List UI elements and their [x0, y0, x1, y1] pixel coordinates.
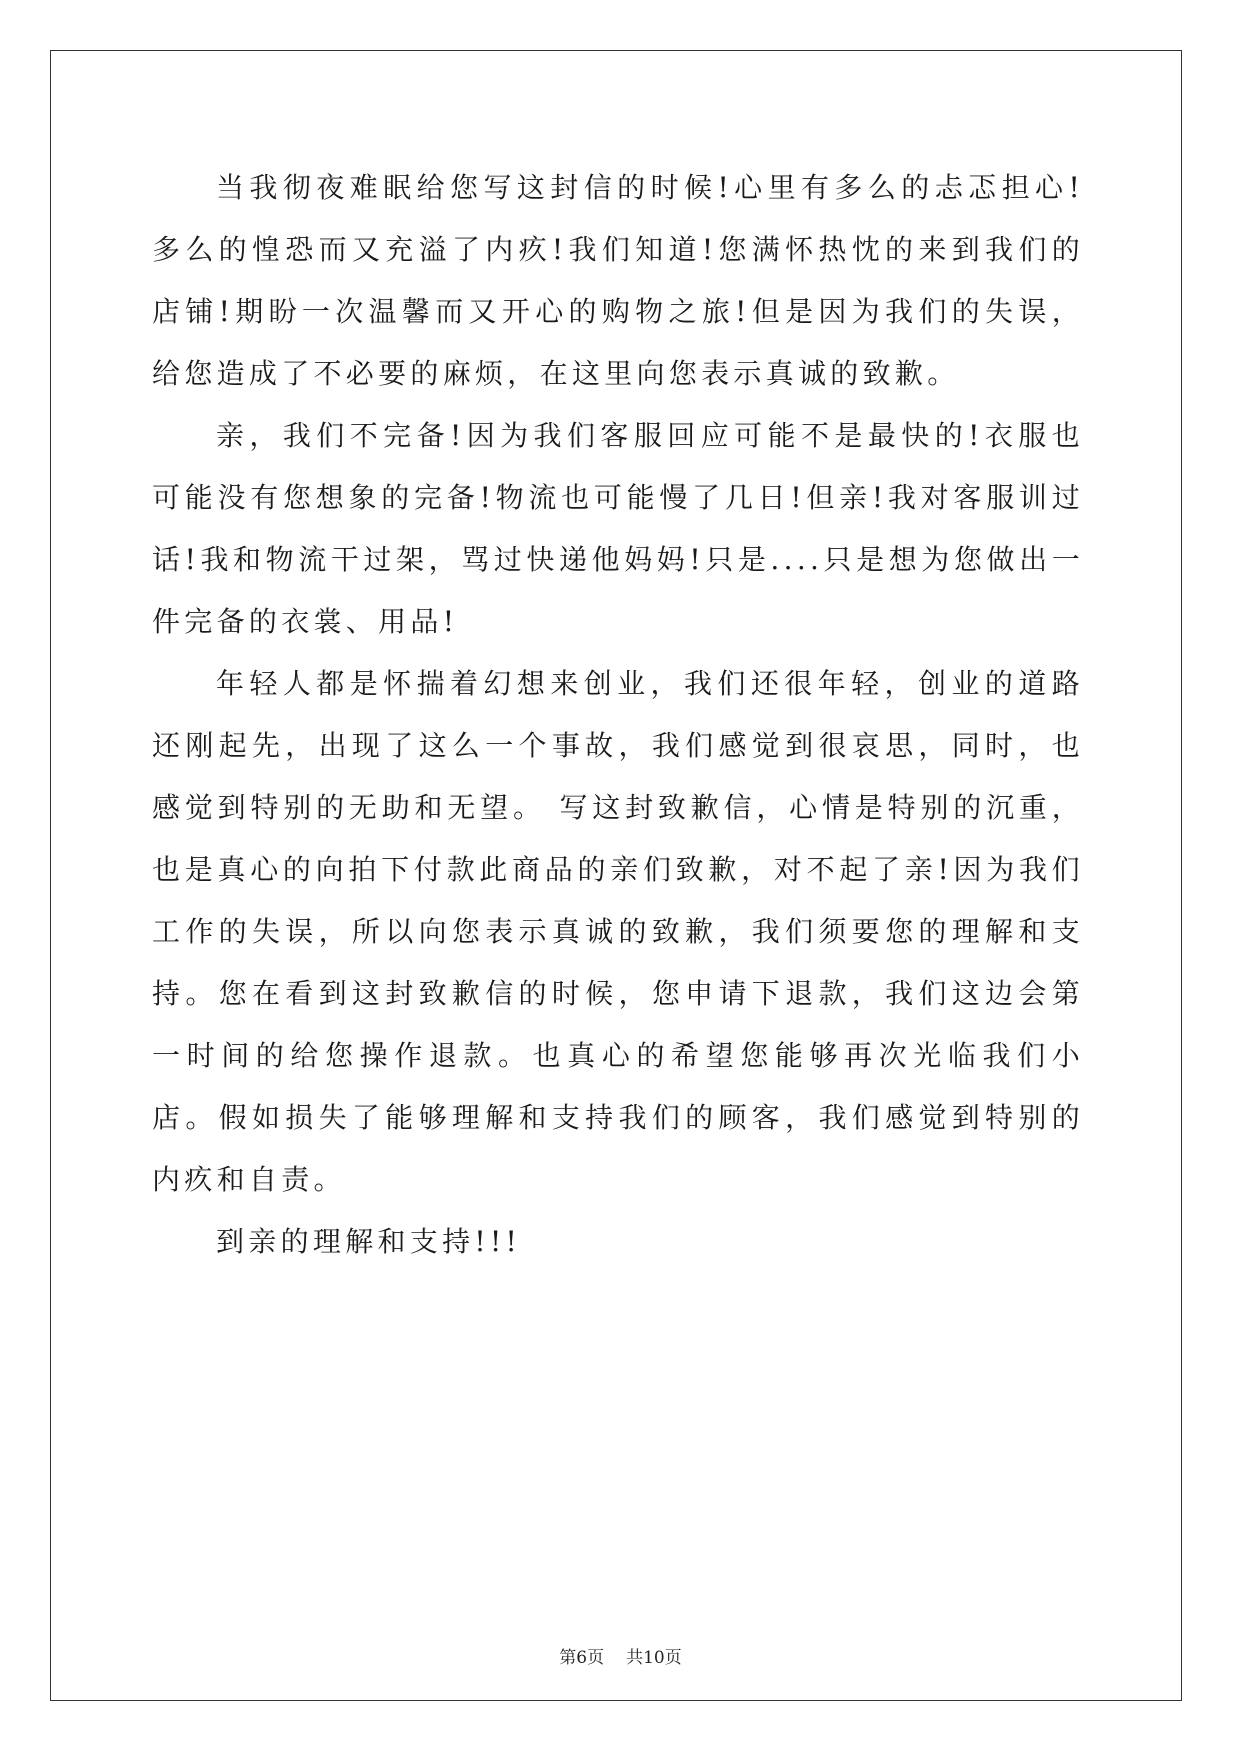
- letter-body: [152, 157, 1084, 1273]
- paragraph-1: 当我彻夜难眠给您写这封信的时候!心里有多么的忐忑担心!多么的惶恐而又充溢了内疚!我们知道!您满怀热忱的来到我们的店铺!期盼一次温馨而又开心的购物之旅!但是因为我们的失误，给您造成了不必要的麻烦，在这里向您表示真诚的致歉。: [152, 171, 1084, 390]
- page-total: 共10页: [626, 1648, 682, 1668]
- page-number: 第6页: [559, 1648, 605, 1668]
- page-footer: [0, 1648, 1241, 1668]
- paragraph-2: 亲，我们不完备!因为我们客服回应可能不是最快的!衣服也可能没有您想象的完备!物流也可能慢了几日!但亲!我对客服训过话!我和物流干过架，骂过快递他妈妈!只是....只是想为您做出一件完备的衣裳、用品!: [152, 419, 1084, 638]
- paragraph-3: 年轻人都是怀揣着幻想来创业，我们还很年轻，创业的道路还刚起先，出现了这么一个事故，我们感觉到很哀思，同时，也感觉到特别的无助和无望。 写这封致歉信，心情是特别的沉重，也是真心的向拍下付款此商品的亲们致歉，对不起了亲!因为我们工作的失误，所以向您表示真诚的致歉，我们须要您的理解和支持。您在看到这封致歉信的时候，您申请下退款，我们这边会第一时间的给您操作退款。也真心的希望您能够再次光临我们小店。假如损失了能够理解和支持我们的顾客，我们感觉到特别的内疚和自责。: [152, 667, 1084, 1196]
- paragraph-4: 到亲的理解和支持!!!: [216, 1225, 522, 1258]
